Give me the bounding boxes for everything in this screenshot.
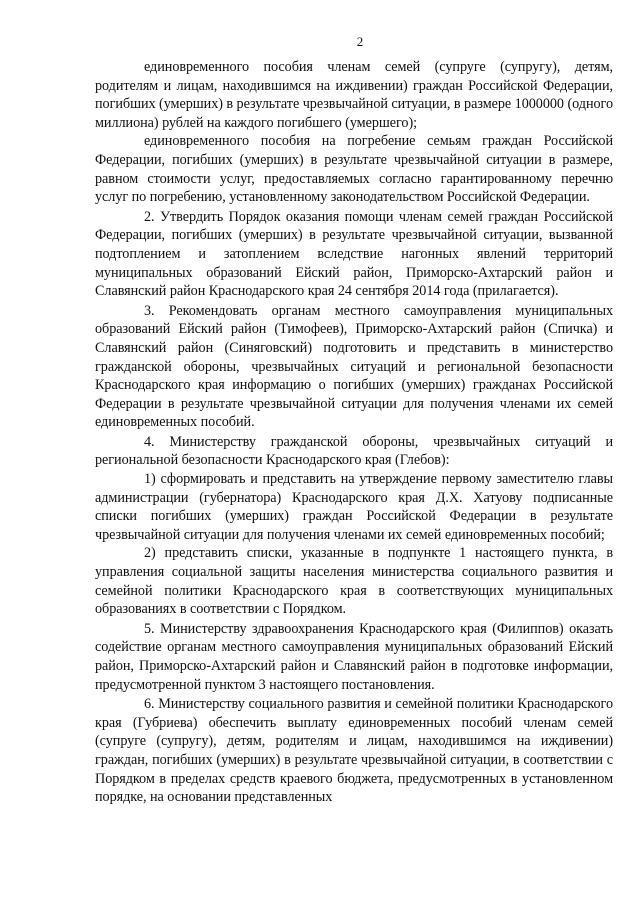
paragraph-6: 1) сформировать и представить на утверждение первому заместителю главы администрации (губернатора) Краснодарского края Д.Х. Хатуову подписанные списки погибших (умерших) граждан Российской Федерации в результате чрезвычайной ситуации для получения членами их семей единовременных пособий; — [95, 471, 613, 543]
paragraph-1: единовременного пособия членам семей (супруге (супругу), детям, родителям и лицам, находившимся на иждивении) граждан Российской Федерации, погибших (умерших) в результате чрезвычайной ситуации, в размере 1000000 (одного миллиона) рублей на каждого погибшего (умершего); — [95, 59, 613, 131]
paragraph-8: 5. Министерству здравоохранения Краснодарского края (Филиппов) оказать содействие органам местного самоуправления муниципальных образований Ейский район, Приморско-Ахтарский район и Славянский район в подготовке информации, предусмотренной пунктом 3 настоящего постановления. — [95, 620, 613, 693]
paragraph-3: 2. Утвердить Порядок оказания помощи членам семей граждан Российской Федерации, погибших (умерших) в результате чрезвычайной ситуации, вызванной подтоплением и затоплением вследствие нагонных явлений территорий муниципальных образований Ейский район, Приморско-Ахтарский район и Славянский район Краснодарского края 24 сентября 2014 года (прилагается). — [95, 208, 613, 300]
paragraph-2: единовременного пособия на погребение семьям граждан Российской Федерации, погибших (умерших) в результате чрезвычайной ситуации в размере, равном стоимости услуг, предоставляемых согласно гарантированному перечню услуг по погребению, установленному законодательством Российской Федерации. — [95, 133, 613, 206]
paragraph-4: 3. Рекомендовать органам местного самоуправления муниципальных образований Ейский район (Тимофеев), Приморско-Ахтарский район (Спичка) и Славянский район (Синяговский) подготовить и представить в министерство гражданской обороны, чрезвычайных ситуаций и региональной безопасности Краснодарского края информацию о погибших (умерших) гражданах Российской Федерации в результате чрезвычайной ситуации для получения членами их семей единовременных пособий. — [95, 302, 613, 431]
paragraph-9: 6. Министерству социального развития и семейной политики Краснодарского края (Губриева) обеспечить выплату единовременных пособий членам семей (супруге (супругу), детям, родителям и лицам, находившимся на иждивении) граждан, погибших (умерших) в результате чрезвычайной ситуации, в соответствии с Порядком в пределах средств краевого бюджета, предусмотренных в установленном порядке, на основании представленных — [95, 696, 613, 806]
page-number: 2 — [356, 34, 364, 49]
paragraph-5: 4. Министерству гражданской обороны, чрезвычайных ситуаций и региональной безопасности Краснодарского края (Глебов): — [95, 433, 613, 469]
paragraph-7: 2) представить списки, указанные в подпункте 1 настоящего пункта, в управления социальной защиты населения министерства социального развития и семейной политики Краснодарского края в соответствующих муниципальных образованиях в соответствии с Порядком. — [95, 545, 613, 618]
